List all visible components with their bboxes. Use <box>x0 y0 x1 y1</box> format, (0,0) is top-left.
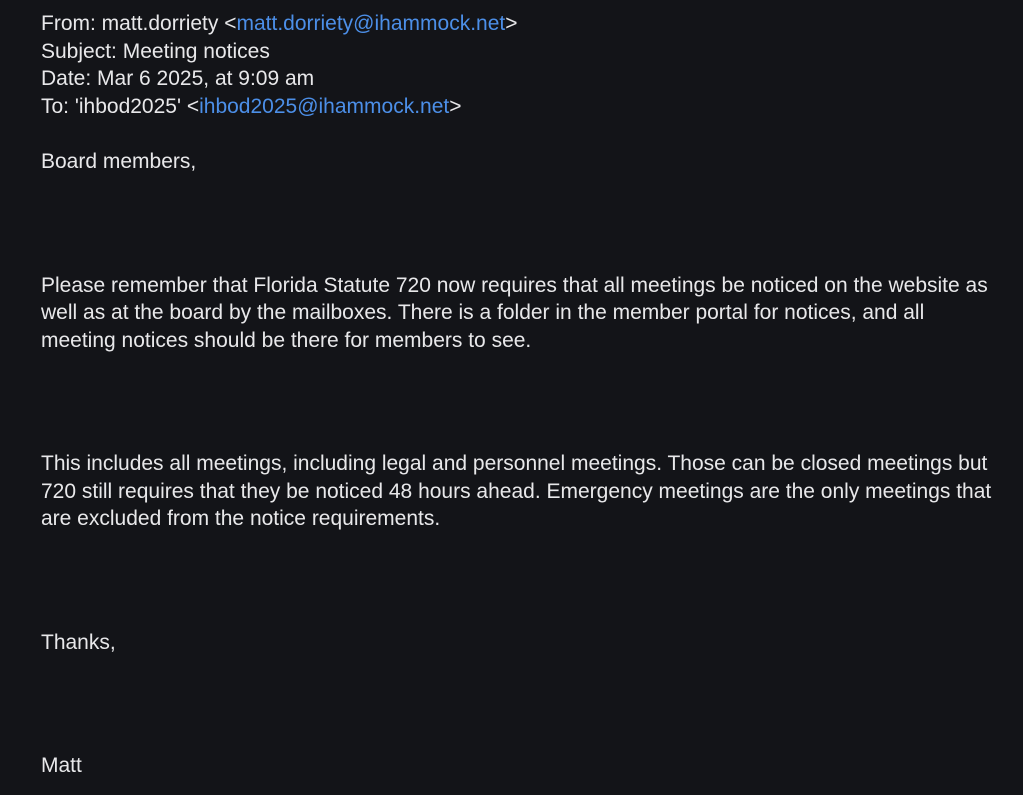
to-name: 'ihbod2025' <box>74 94 181 118</box>
to-email-link[interactable]: ihbod2025@ihammock.net <box>199 94 450 118</box>
signature: Matt <box>41 754 82 777</box>
body-paragraph-1: Please remember that Florida Statute 720 now requires that all meetings be noticed on the website as well as at the board by the mailboxes. There is a folder in the member portal for notices, and all meeting notices should be there for members to see. <box>41 273 988 352</box>
from-name: matt.dorriety <box>101 12 219 35</box>
spacer <box>41 533 1001 629</box>
spacer <box>41 656 1001 752</box>
subject-label: Subject: <box>41 39 117 63</box>
spacer <box>41 176 1001 272</box>
email-message <box>41 10 1001 780</box>
from-email-link[interactable]: matt.dorriety@ihammock.net <box>236 12 506 35</box>
date-label: Date: <box>41 67 92 90</box>
date-line <box>41 65 1001 93</box>
closing: Thanks, <box>41 630 116 654</box>
greeting: Board members, <box>41 150 197 173</box>
to-label: To: <box>41 94 70 118</box>
subject-line <box>41 38 1001 66</box>
to-line: To: 'ihbod2025' <ihbod2025@ihammock.net> <box>41 94 462 118</box>
spacer <box>41 354 1001 450</box>
date-text: Mar 6 2025, at 9:09 am <box>97 67 315 90</box>
body-paragraph-2: This includes all meetings, including legal and personnel meetings. Those can be closed meetings but 720 still requires that they be noticed 48 hours ahead. Emergency meetings are the only meetings that are excluded from the notice requirements. <box>41 452 992 530</box>
spacer <box>41 120 1001 148</box>
from-label: From: <box>41 12 96 35</box>
subject-text: Meeting notices <box>122 39 270 63</box>
from-line: From: matt.dorriety <matt.dorriety@ihammock.net> <box>41 12 518 35</box>
